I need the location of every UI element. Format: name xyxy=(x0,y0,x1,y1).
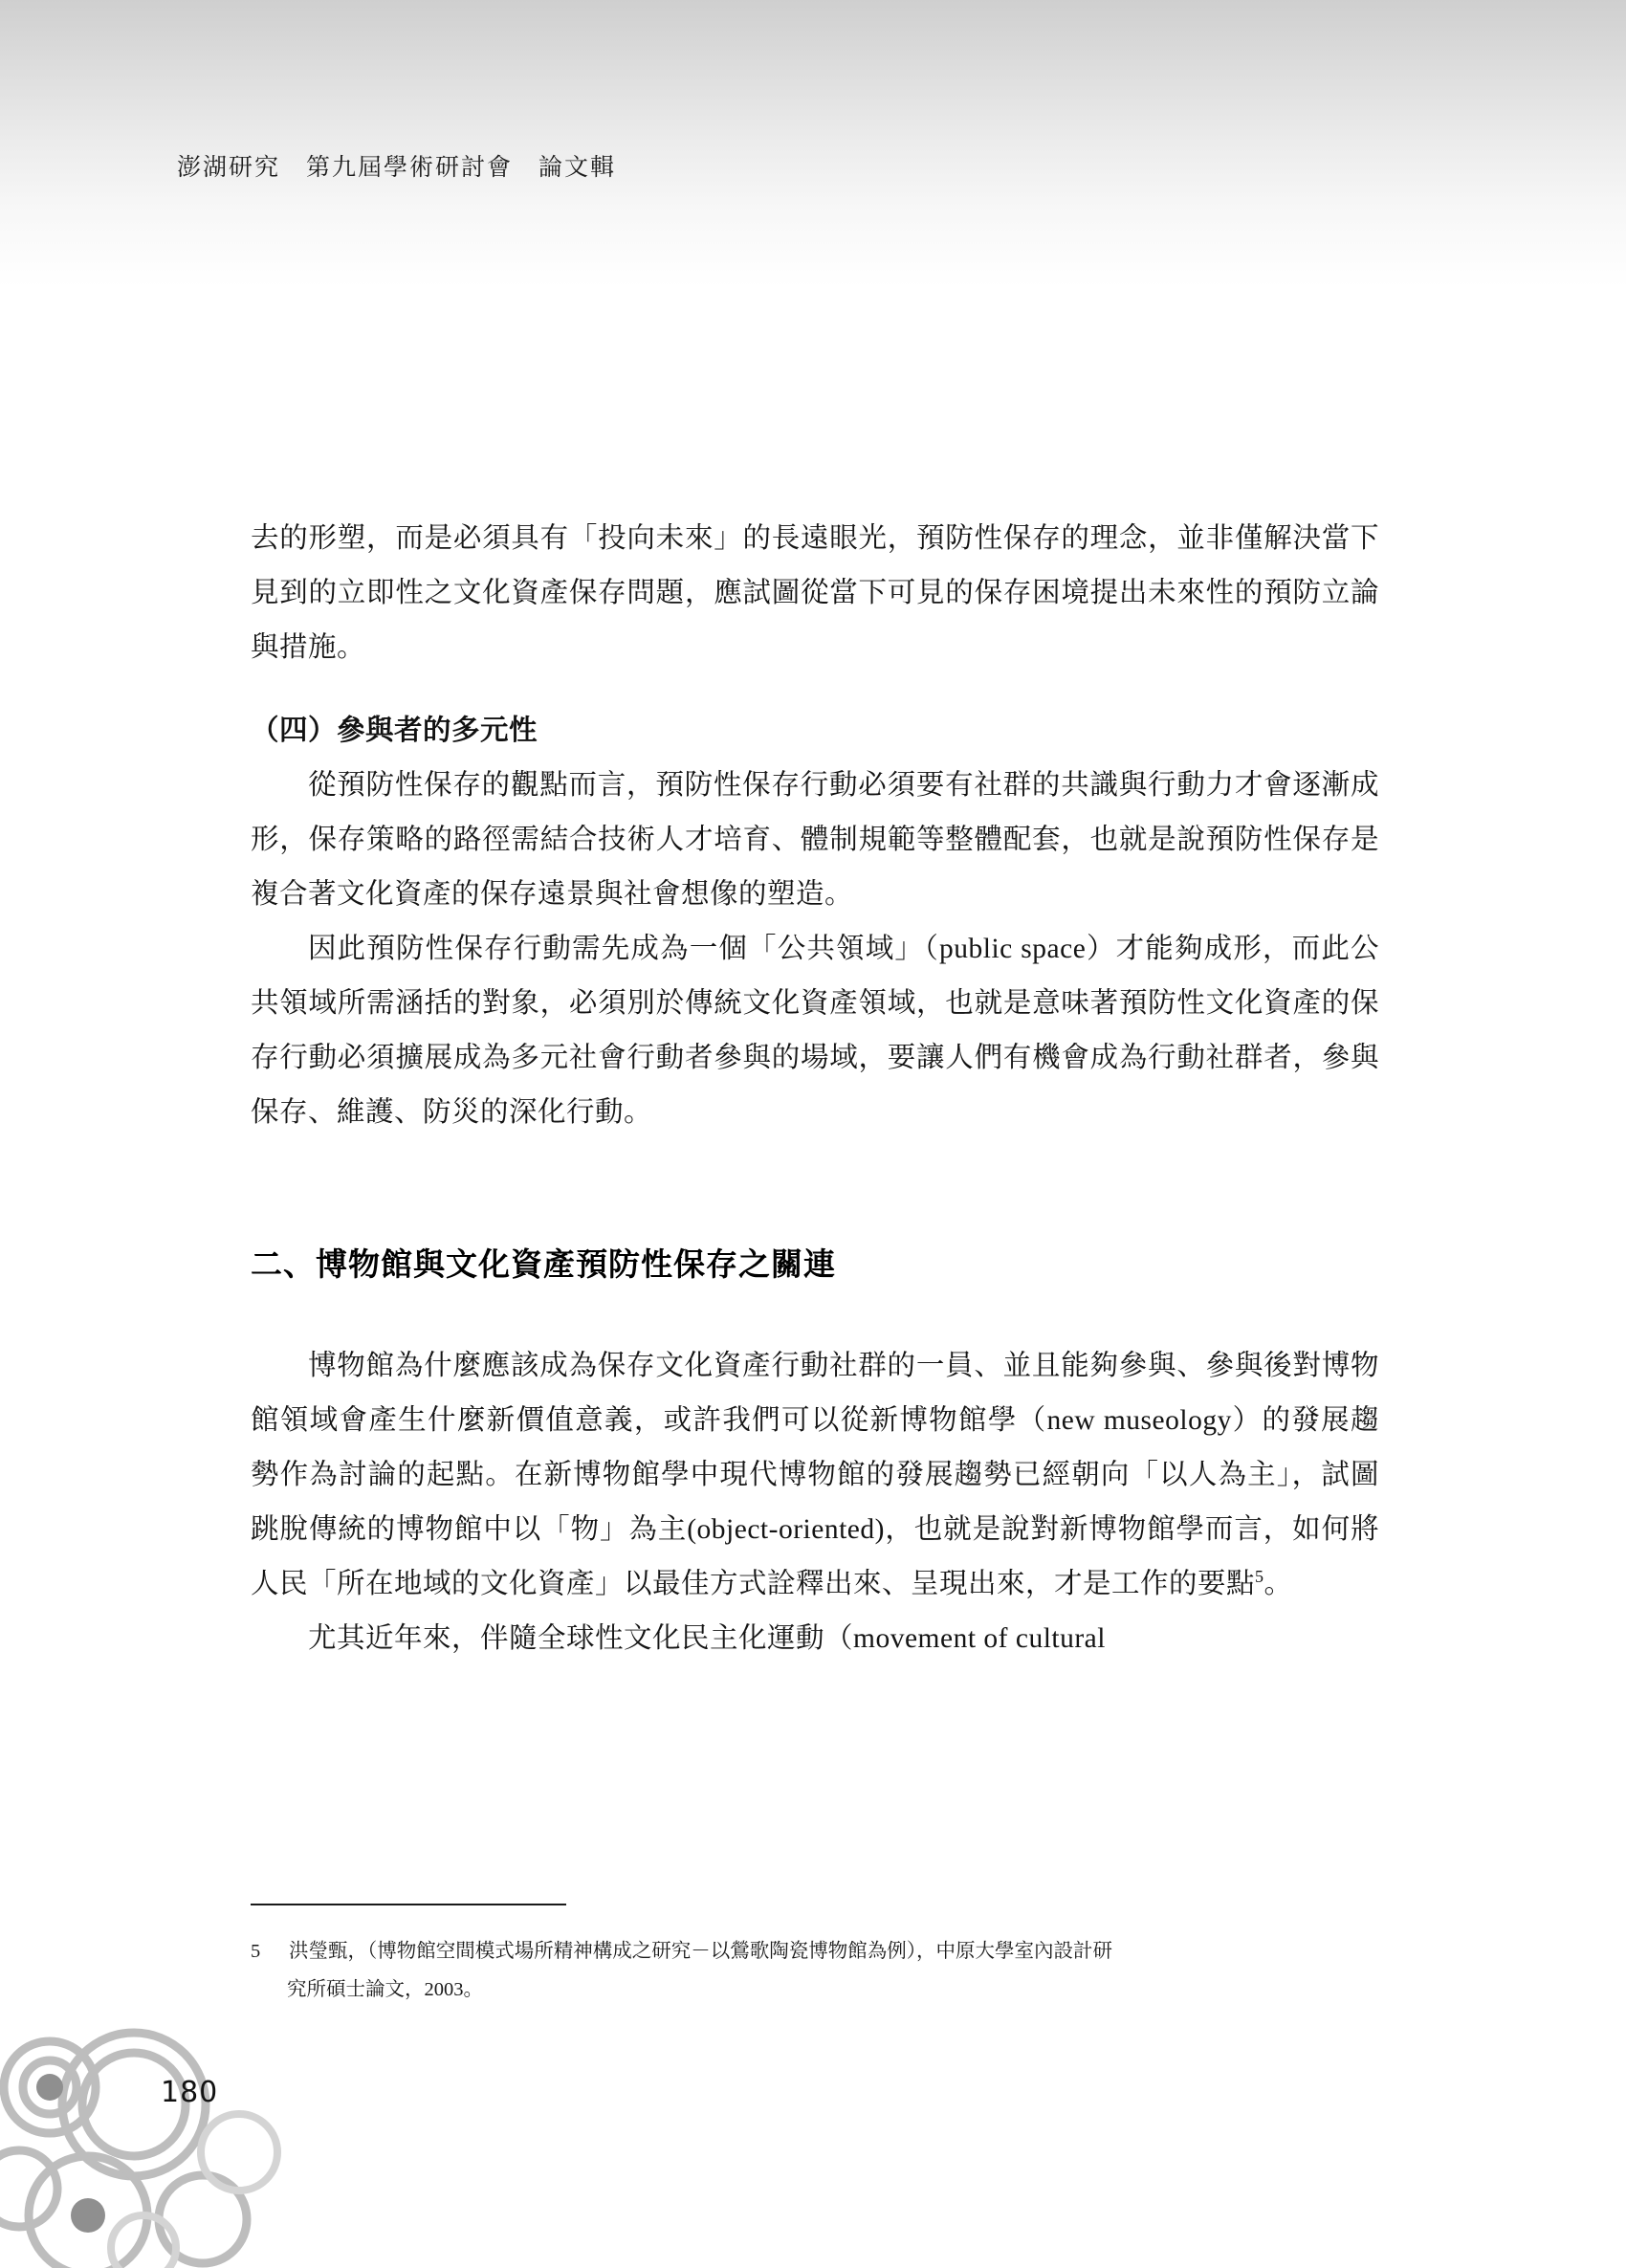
subheading-participant-diversity: （四）參與者的多元性 xyxy=(251,716,538,746)
footnote-number: 5 xyxy=(251,1941,261,1962)
spacer xyxy=(251,1190,1379,1240)
spacer xyxy=(251,675,1379,704)
paragraph-4-text: 博物館為什麼應該成為保存文化資產行動社群的一員、並且能夠參與、參與後對博物館領域會產生什麼新價值意義，或許我們可以從新博物館學（new museology）的發展趨勢作為討論的起點。在新博物館學中現代博物館的發展趨勢已經朝向「以人為主」，試圖跳脫傳統的博物館中以「物」為主(object-oriented)，也就是說對新博物館學而言，如何將人民「所在地域的文化資產」以最佳方式詮釋出來、呈現出來，才是工作的要點 xyxy=(251,1351,1379,1599)
paragraph-4 xyxy=(251,1339,1379,1612)
paragraph-4-tail: 。 xyxy=(1263,1569,1293,1599)
footnote-line-2: 究所碩士論文，2003。 xyxy=(287,1979,483,2000)
spacer xyxy=(251,1289,1379,1339)
footnote-separator xyxy=(251,1904,566,1905)
body-text-area xyxy=(251,512,1379,1666)
footnote-marker: 5 xyxy=(1255,1567,1264,1587)
decorative-circles xyxy=(0,2028,287,2268)
paragraph-1: 去的形塑，而是必須具有「投向未來」的長遠眼光，預防性保存的理念，並非僅解決當下見到的立即性之文化資產保存問題，應試圖從當下可見的保存困境提出未來性的預防立論與措施。 xyxy=(251,523,1379,663)
page-number: 180 xyxy=(161,2076,219,2109)
paragraph-5: 尤其近年來，伴隨全球性文化民主化運動（movement of cultural xyxy=(308,1623,1106,1654)
spacer xyxy=(251,1140,1379,1190)
paragraph-2: 從預防性保存的觀點而言，預防性保存行動必須要有社群的共識與行動力才會逐漸成形，保存策略的路徑需結合技術人才培育、體制規範等整體配套，也就是說預防性保存是複合著文化資產的保存遠景與社會想像的塑造。 xyxy=(251,770,1379,910)
section-heading: 二、博物館與文化資產預防性保存之關連 xyxy=(251,1245,836,1283)
running-head: 澎湖研究 第九屆學術研討會 論文輯 xyxy=(177,155,617,181)
footnote-line-1: 洪瑩甄，（博物館空間模式場所精神構成之研究－以鶯歌陶瓷博物館為例），中原大學室內設計研 xyxy=(289,1941,1112,1962)
header-gradient-band xyxy=(0,0,1626,287)
footnote xyxy=(251,1932,1379,2009)
paragraph-3: 因此預防性保存行動需先成為一個「公共領域」（public space）才能夠成形，而此公共領域所需涵括的對象，必須別於傳統文化資產領域，也就是意味著預防性文化資產的保存行動必須擴展成為多元社會行動者參與的場域，要讓人們有機會成為行動社群者，參與保存、維護、防災的深化行動。 xyxy=(251,934,1379,1128)
